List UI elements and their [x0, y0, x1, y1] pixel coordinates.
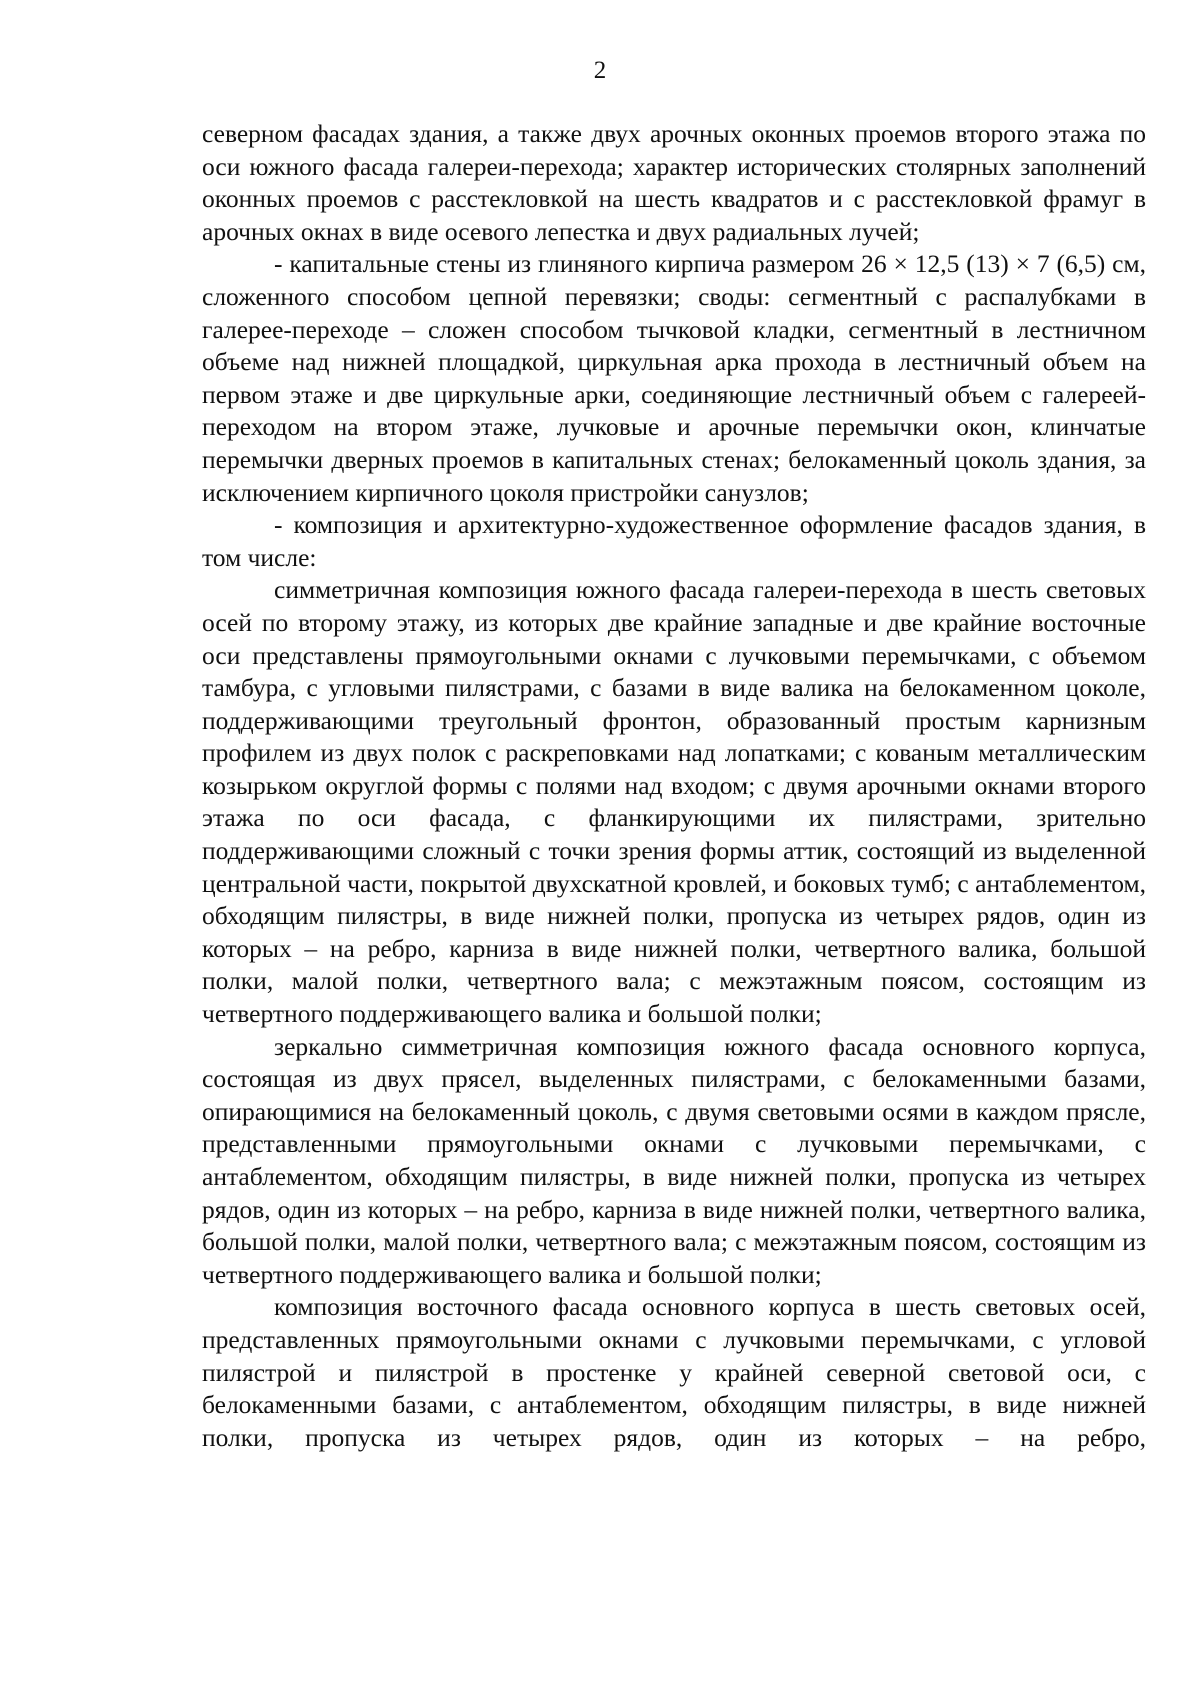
paragraph-east-facade-main: композиция восточного фасада основного корпуса в шесть световых осей, представленных прямоугольными окнами с лучковыми перемычками, с угловой пилястрой и пилястрой в простенке у крайней северной световой оси, с белокаменными базами, с антаблементом, обходящим пилястры, в виде нижней полки, пропуска из четырех рядов, один из которых – на ребро,: [202, 1292, 1146, 1452]
paragraph-capital-walls: - капитальные стены из глиняного кирпича размером 26 × 12,5 (13) × 7 (6,5) см, сложенного способом цепной перевязки; своды: сегментный с распалубками в галерее-переходе – сложен способом тычковой кладки, сегментный в лестничном объеме над нижней площадкой, циркульная арка прохода в лестничный объем на первом этаже и две циркульные арки, соединяющие лестничный объем с галереей-переходом на втором этаже, лучковые и арочные перемычки окон, клинчатые перемычки дверных проемов в капитальных стенах; белокаменный цоколь здания, за исключением кирпичного цоколя пристройки санузлов;: [202, 249, 1146, 507]
document-body: [202, 118, 1146, 1454]
paragraph-south-facade-main: зеркально симметричная композиция южного фасада основного корпуса, состоящая из двух прясел, выделенных пилястрами, с белокаменными базами, опирающимися на белокаменный цоколь, с двумя световыми осями в каждом прясле, представленными прямоугольными окнами с лучковыми перемычками, с антаблементом, обходящим пилястры, в виде нижней полки, пропуска из четырех рядов, один из которых – на ребро, карниза в виде нижней полки, четвертного валика, большой полки, малой полки, четвертного вала; с межэтажным поясом, состоящим из четвертного поддерживающего валика и большой полки;: [202, 1031, 1146, 1289]
paragraph-facade-composition: - композиция и архитектурно-художественное оформление фасадов здания, в том числе:: [202, 510, 1146, 572]
page-number: 2: [593, 57, 607, 84]
paragraph-south-facade-gallery: симметричная композиция южного фасада галереи-перехода в шесть световых осей по второму этажу, из которых две крайние западные и две крайние восточные оси представлены прямоугольными окнами с лучковыми перемычками, с объемом тамбура, с угловыми пилястрами, с базами в виде валика на белокаменном цоколе, поддерживающими треугольный фронтон, образованный простым карнизным профилем из двух полок с раскреповками над лопатками; с кованым металлическим козырьком округлой формы с полями над входом; с двумя арочными окнами второго этажа по оси фасада, с фланкирующими их пилястрами, зрительно поддерживающими сложный с точки зрения формы аттик, состоящий из выделенной центральной части, покрытой двухскатной кровлей, и боковых тумб; с антаблементом, обходящим пилястры, в виде нижней полки, пропуска из четырех рядов, один из которых – на ребро, карниза в виде нижней полки, четвертного валика, большой полки, малой полки, четвертного вала; с межэтажным поясом, состоящим из четвертного поддерживающего валика и большой полки;: [202, 575, 1146, 1029]
paragraph-continuation: северном фасадах здания, а также двух арочных оконных проемов второго этажа по оси южного фасада галереи-перехода; характер исторических столярных заполнений оконных проемов с расстекловкой на шесть квадратов и с расстекловкой фрамуг в арочных окнах в виде осевого лепестка и двух радиальных лучей;: [202, 119, 1146, 246]
